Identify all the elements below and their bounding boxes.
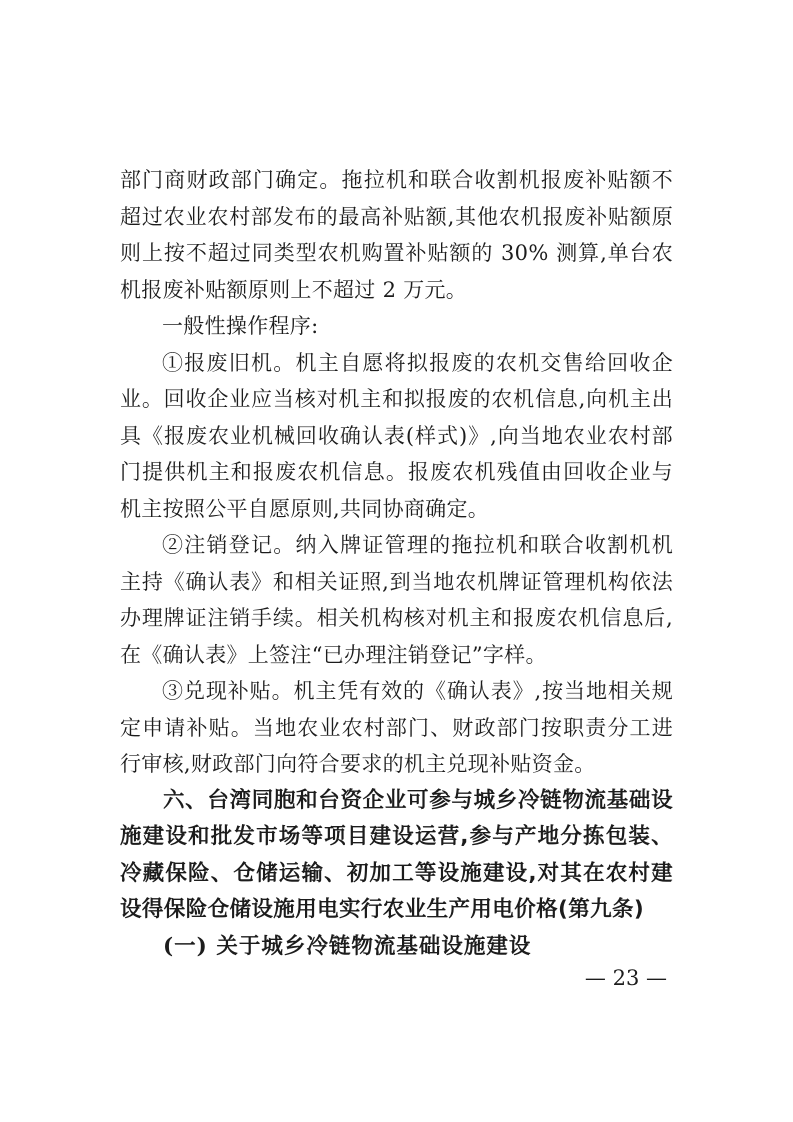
paragraph-continuation: 部门商财政部门确定。拖拉机和联合收割机报废补贴额不超过农业农村部发布的最高补贴额,其他农机报废补贴额原则上按不超过同类型农机购置补贴额的 30% 测算,单台农机报废补贴额原则上不超过 2 万元。 bbox=[120, 168, 673, 302]
section-heading-six: 六、台湾同胞和台资企业可参与城乡冷链物流基础设施建设和批发市场等项目建设运营,参与产地分拣包装、冷藏保险、仓储运输、初加工等设施建设,对其在农村建设得保险仓储设施用电实行农业生产用电价格(第九条) bbox=[120, 787, 673, 922]
paragraph-procedure-intro: 一般性操作程序: bbox=[162, 314, 319, 338]
subsection-heading-one: (一) 关于城乡冷链物流基础设施建设 bbox=[163, 933, 532, 959]
paragraph-step-1: ①报废旧机。机主自愿将拟报废的农机交售给回收企业。回收企业应当核对机主和拟报废的农机信息,向机主出具《报废农业机械回收确认表(样式)》,向当地农业农村部门提供机主和报废农机信息。报废农机残值由回收企业与机主按照公平自愿原则,共同协商确定。 bbox=[120, 350, 673, 521]
paragraph-step-2: ②注销登记。纳入牌证管理的拖拉机和联合收割机机主持《确认表》和相关证照,到当地农机牌证管理机构依法办理牌证注销手续。相关机构核对机主和报废农机信息后,在《确认表》上签注“已办理注销登记”字样。 bbox=[120, 533, 673, 667]
document-body bbox=[120, 162, 673, 965]
paragraph-step-3: ③兑现补贴。机主凭有效的《确认表》,按当地相关规定申请补贴。当地农业农村部门、财政部门按职责分工进行审核,财政部门向符合要求的机主兑现补贴资金。 bbox=[120, 679, 673, 776]
page-number: — 23 — bbox=[584, 966, 667, 990]
